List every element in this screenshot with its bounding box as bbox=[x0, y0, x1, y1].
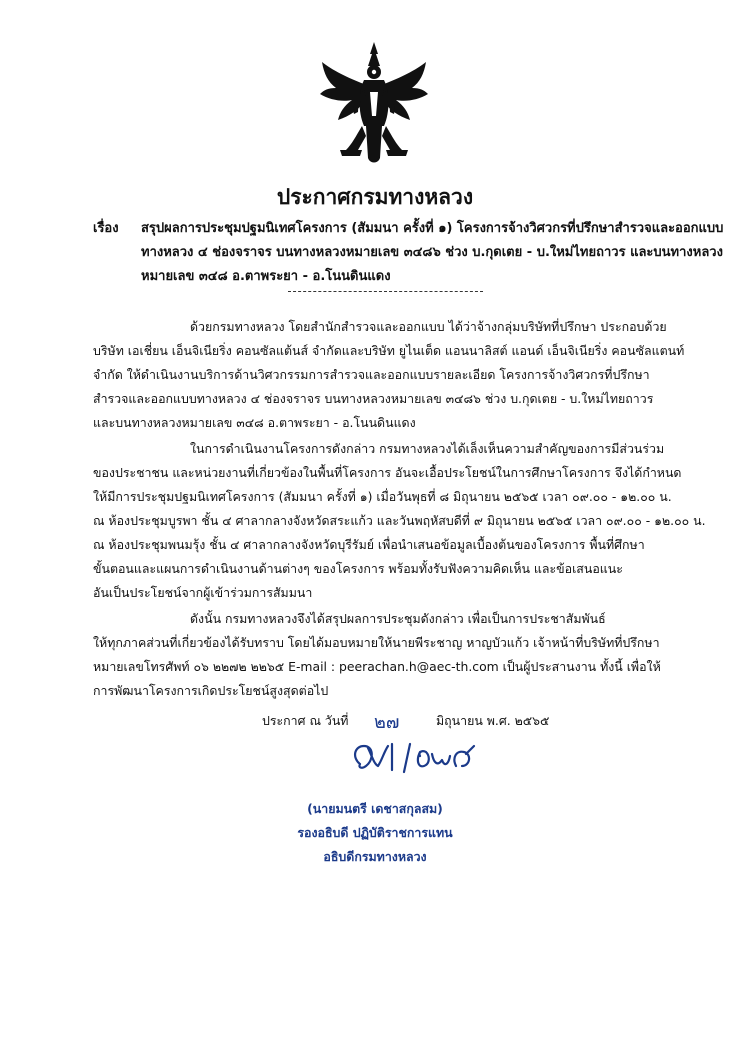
announce-prefix: ประกาศ ณ วันที่ bbox=[262, 713, 349, 728]
announce-day: ๒๗ bbox=[374, 712, 400, 733]
paragraph-3-line: การพัฒนาโครงการเกิดประโยชน์สูงสุดต่อไป bbox=[93, 683, 329, 698]
paragraph-1-line: สำรวจและออกแบบทางหลวง ๔ ช่องจราจร บนทางหลวงหมายเลข ๓๔๘๖ ช่วง บ.กุดเตย - บ.ใหม่ไทยถาวร bbox=[93, 391, 654, 406]
signer-name: (นายมนตรี เดชาสกุลสม) bbox=[307, 801, 443, 816]
paragraph-2-line: ในการดำเนินงานโครงการดังกล่าว กรมทางหลวงได้เล็งเห็นความสำคัญของการมีส่วนร่วม bbox=[190, 441, 665, 456]
paragraph-2-line: ณ ห้องประชุมพนมรุ้ง ชั้น ๔ ศาลากลางจังหวัดบุรีรัมย์ เพื่อนำเสนอข้อมูลเบื้องต้นของโครงการ พื้นที่ศึกษา bbox=[93, 537, 645, 552]
subject-line: หมายเลข ๓๔๘ อ.ตาพระยา - อ.โนนดินแดง bbox=[141, 269, 391, 284]
garuda-emblem-icon bbox=[318, 40, 430, 170]
document-title: ประกาศกรมทางหลวง bbox=[276, 185, 474, 209]
signature-icon bbox=[346, 736, 486, 780]
paragraph-3-line: ให้ทุกภาคส่วนที่เกี่ยวข้องได้รับทราบ โดยได้มอบหมายให้นายพีระชาญ หาญบัวแก้ว เจ้าหน้าที่บริษัทที่ปรึกษา bbox=[93, 635, 660, 650]
announce-month-year: มิถุนายน พ.ศ. ๒๕๖๕ bbox=[436, 713, 550, 728]
paragraph-1-line: บริษัท เอเชี่ยน เอ็นจิเนียริ่ง คอนซัลแต้นส์ จำกัดและบริษัท ยูไนเต็ด แอนนาลิสต์ แอนด์ เอ็นจิเนียริ่ง คอนซัลแตนท์ bbox=[93, 343, 685, 358]
signer-position: รองอธิบดี ปฏิบัติราชการแทน bbox=[297, 825, 453, 840]
paragraph-2-line: ขั้นตอนและแผนการดำเนินงานด้านต่างๆ ของโครงการ พร้อมทั้งรับฟังความคิดเห็น และข้อเสนอแนะ bbox=[93, 561, 623, 576]
paragraph-1-line: ด้วยกรมทางหลวง โดยสำนักสำรวจและออกแบบ ได้ว่าจ้างกลุ่มบริษัทที่ปรึกษา ประกอบด้วย bbox=[190, 319, 667, 334]
subject-label: เรื่อง bbox=[93, 221, 119, 236]
subject-line: สรุปผลการประชุมปฐมนิเทศโครงการ (สัมมนา ครั้งที่ ๑) โครงการจ้างวิศวกรที่ปรึกษาสำรวจและออกแบบ bbox=[141, 221, 724, 236]
paragraph-2-line: ให้มีการประชุมปฐมนิเทศโครงการ (สัมมนา ครั้งที่ ๑) เมื่อวันพุธที่ ๘ มิถุนายน ๒๕๖๕ เวลา ๐๙.๐๐ - ๑๒.๐๐ น. bbox=[93, 489, 672, 504]
paragraph-3-line: หมายเลขโทรศัพท์ ๐๖ ๒๒๗๒ ๒๒๖๕ E-mail : peerachan.h@aec-th.com เป็นผู้ประสานงาน ทั้งนี้ เพื่อให้ bbox=[93, 659, 661, 674]
paragraph-1-line: จำกัด ให้ดำเนินงานบริการด้านวิศวกรรมการสำรวจและออกแบบรายละเอียด โครงการจ้างวิศวกรที่ปรึกษา bbox=[93, 367, 650, 382]
paragraph-2-line: ของประชาชน และหน่วยงานที่เกี่ยวข้องในพื้นที่โครงการ อันจะเอื้อประโยชน์ในการศึกษาโครงการ จึงได้กำหนด bbox=[93, 465, 682, 480]
divider-line bbox=[288, 291, 483, 292]
paragraph-2-line: ณ ห้องประชุมบูรพา ชั้น ๔ ศาลากลางจังหวัดสระแก้ว และวันพฤหัสบดีที่ ๙ มิถุนายน ๒๕๖๕ เวลา ๐๙.๐๐ - ๑๒.๐๐ น. bbox=[93, 513, 706, 528]
paragraph-1-line: และบนทางหลวงหมายเลข ๓๔๘ อ.ตาพระยา - อ.โนนดินแดง bbox=[93, 415, 416, 430]
paragraph-3-line: ดังนั้น กรมทางหลวงจึงได้สรุปผลการประชุมดังกล่าว เพื่อเป็นการประชาสัมพันธ์ bbox=[190, 611, 606, 626]
signer-office: อธิบดีกรมทางหลวง bbox=[323, 849, 427, 864]
subject-line: ทางหลวง ๔ ช่องจราจร บนทางหลวงหมายเลข ๓๔๘๖ ช่วง บ.กุดเตย - บ.ใหม่ไทยถาวร และบนทางหลวง bbox=[141, 245, 723, 260]
paragraph-2-line: อันเป็นประโยชน์จากผู้เข้าร่วมการสัมมนา bbox=[93, 585, 313, 600]
